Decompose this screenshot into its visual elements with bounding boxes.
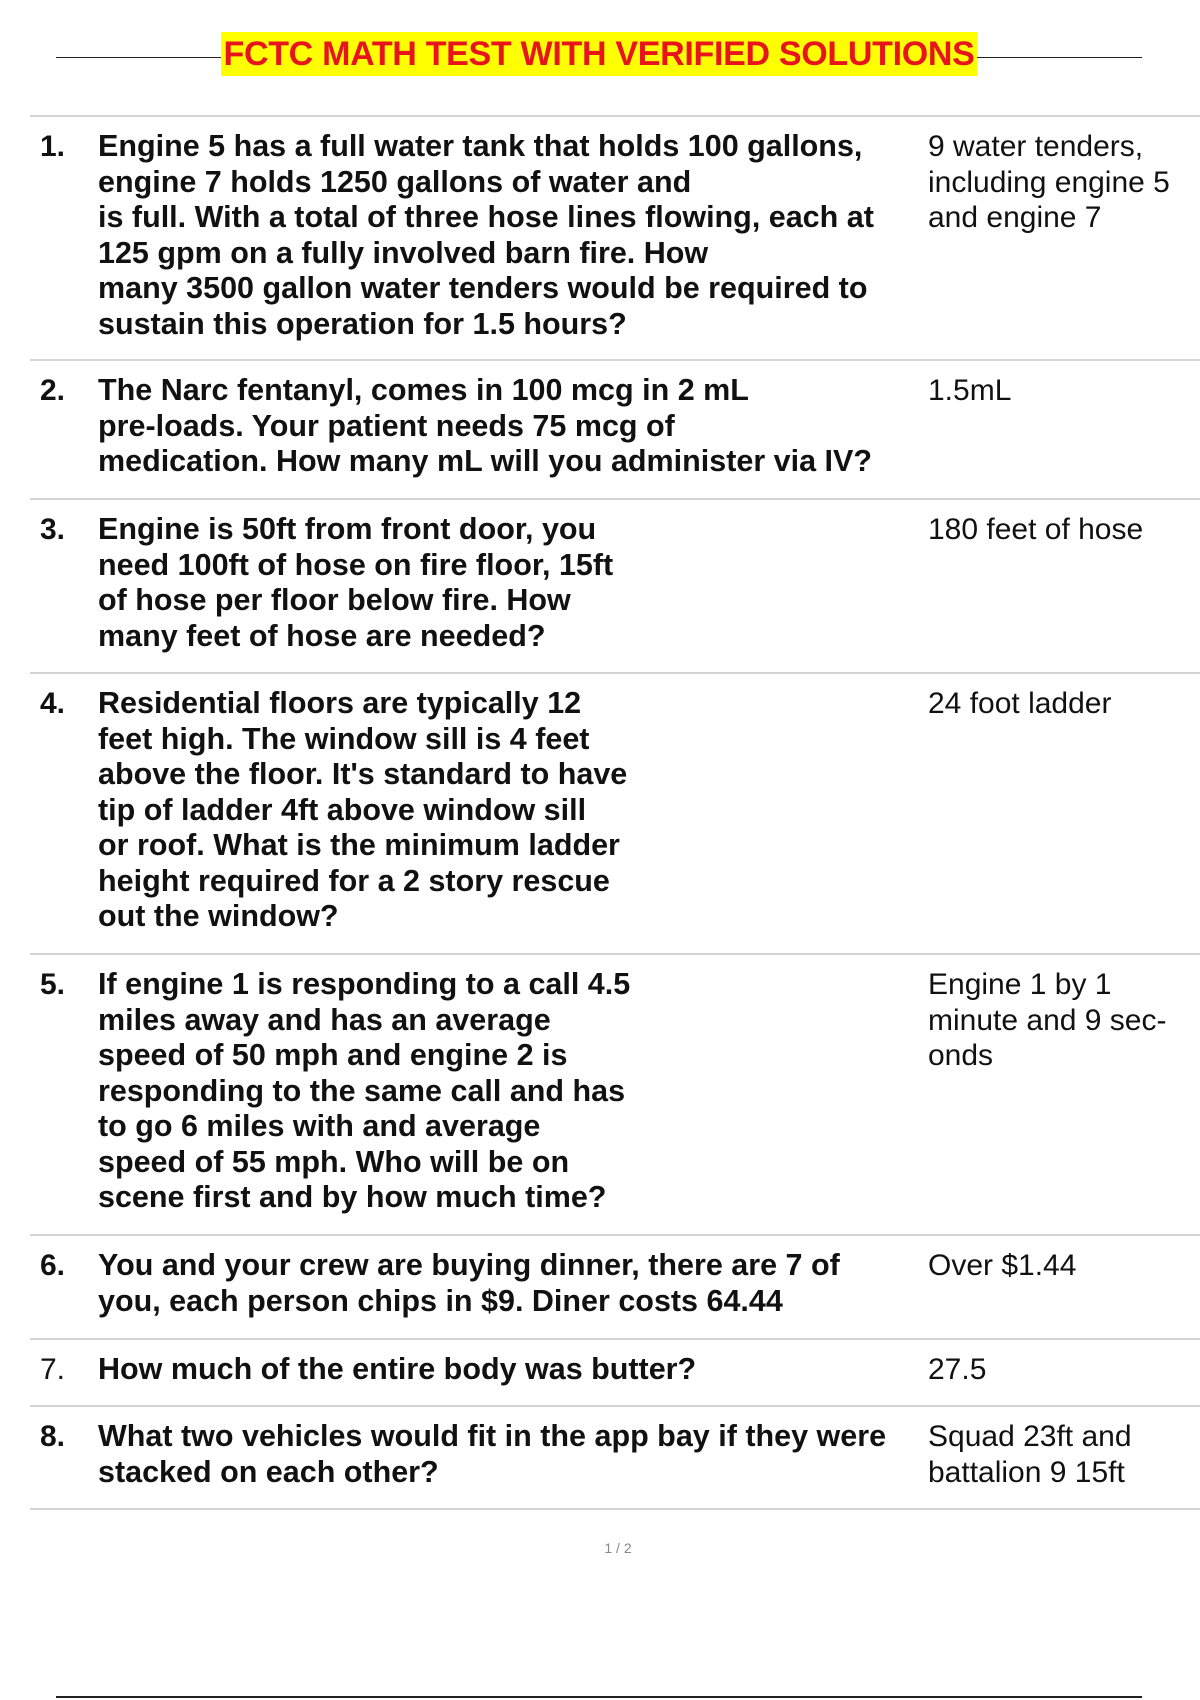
question-text: Engine 5 has a full water tank that holds 100 gallons, engine 7 holds 1250 gallons of water and is full. With a total of three hose lines flowing, each at 125 gpm on a fully involved barn fire. How many 3500 gallon water tenders would be required to sustain this operation for 1.5 hours? [98, 129, 874, 341]
qa-row-1 [30, 117, 1200, 361]
question-text: What two vehicles would fit in the app bay if they were stacked on each other? [98, 1419, 887, 1489]
title-row [56, 30, 1142, 78]
answer-text: Squad 23ft and battalion 9 15ft [928, 1420, 1132, 1489]
qa-row-8 [30, 1407, 1200, 1510]
question-number: 2. [40, 374, 66, 407]
question-number: 6. [40, 1249, 66, 1282]
question-text: If engine 1 is responding to a call 4.5 miles away and has an average speed of 50 mph and engine 2 is responding to the same call and has to go 6 miles with and average speed of 55 mph. Who will be on scene first and by how much time? [98, 967, 631, 1214]
title-rule-right [977, 57, 1142, 58]
answer-text: 9 water tenders, including engine 5 and engine 7 [928, 130, 1170, 234]
question-text: Engine is 50ft from front door, you need 100ft of hose on fire floor, 15ft of hose per floor below fire. How many feet of hose are needed? [98, 512, 614, 653]
answer-text: 1.5mL [928, 374, 1012, 407]
qa-row-3 [30, 500, 1200, 674]
answer-text: Over $1.44 [928, 1249, 1077, 1282]
answer-text: Engine 1 by 1 minute and 9 sec- onds [928, 968, 1167, 1072]
question-number: 5. [40, 968, 66, 1001]
question-number: 1. [40, 130, 66, 163]
answer-text: 180 feet of hose [928, 513, 1144, 546]
question-text: The Narc fentanyl, comes in 100 mcg in 2 mL pre-loads. Your patient needs 75 mcg of medication. How many mL will you administer via IV? [98, 373, 872, 478]
question-number: 3. [40, 513, 66, 546]
question-text: Residential floors are typically 12 feet high. The window sill is 4 feet above the floor. It's standard to have tip of ladder 4ft above window sill or roof. What is the minimum ladder height required for a 2 story rescue out the window? [98, 686, 628, 933]
qa-row-6 [30, 1236, 1200, 1340]
question-text: How much of the entire body was butter? [98, 1352, 697, 1386]
answer-text: 24 foot ladder [928, 687, 1112, 720]
question-number: 4. [40, 687, 66, 720]
footer-rule [56, 1696, 1142, 1698]
qa-table [30, 115, 1200, 1510]
question-text: You and your crew are buying dinner, there are 7 of you, each person chips in $9. Diner costs 64.44 [98, 1248, 840, 1318]
title-rule-left [56, 57, 221, 58]
answer-text: 27.5 [928, 1353, 987, 1386]
question-number: 8. [40, 1420, 66, 1453]
qa-row-5 [30, 955, 1200, 1236]
page-indicator: 1 / 2 [604, 1540, 632, 1556]
qa-row-7 [30, 1340, 1200, 1407]
question-number: 7. [40, 1353, 66, 1386]
qa-row-4 [30, 674, 1200, 955]
page-title: FCTC MATH TEST WITH VERIFIED SOLUTIONS [221, 32, 976, 76]
qa-row-2 [30, 361, 1200, 500]
